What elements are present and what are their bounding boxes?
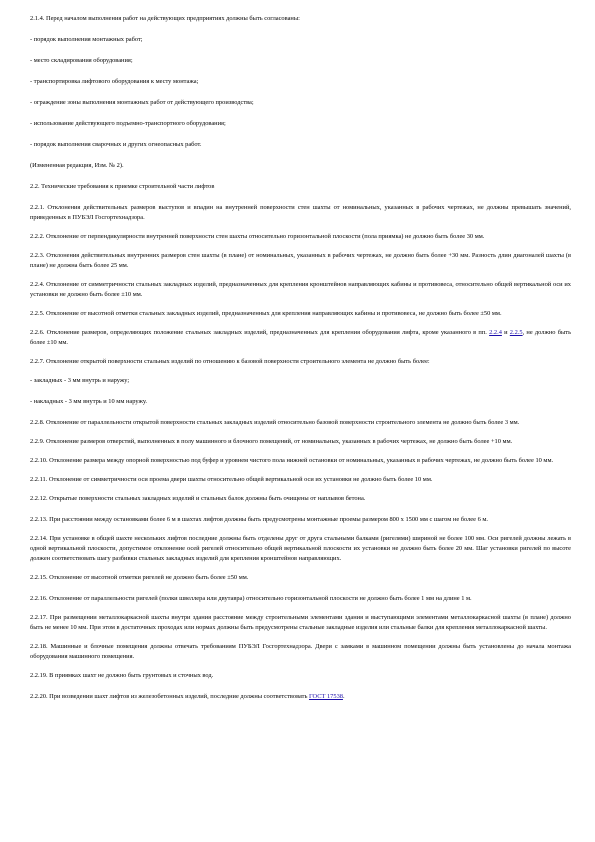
list-item: - ограждение зоны выполнения монтажных работ от действующего производства;: [30, 99, 254, 106]
clause-2-2-8: 2.2.8. Отклонение от параллельности открытой поверхности стальных закладных изделий относительно базовой поверхности строительного элемента не должно быть более 3 мм.: [30, 419, 520, 426]
clause-text: 2.2.20. При возведении шахт лифтов из железобетонных изделий, последние должны соответствовать: [30, 693, 309, 700]
clause-text: , не должно быть более ±10 мм.: [30, 329, 571, 346]
clause-2-2-6: [30, 328, 571, 348]
clause-2-2-9: 2.2.9. Отклонение размеров отверстий, выполненных в полу машинного и блочного помещений, от номинальных, указанных в рабочих чертежах, не должно быть более +10 мм.: [30, 438, 513, 445]
list-item: - использование действующего подъемно-транспортного оборудования;: [30, 120, 226, 127]
clause-2-2-1: 2.2.1. Отклонения действительных размеров выступов и впадин на внутренней поверхности стен шахты от номинальных, указанных в рабочих чертежах, не должны превышать значений, приведенных в ПУБЭЛ Госгортехнадзора.: [30, 204, 571, 221]
clause-2-2-18: 2.2.18. Машинные и блочные помещения должны отвечать требованиям ПУБЭЛ Госгортехнадзора. Двери с замками в машинном помещении должны быть установлены до начала монтажа оборудования машинного помещения.: [30, 643, 571, 660]
clause-2-2-19: 2.2.19. В приямках шахт не должно быть грунтовых и сточных вод.: [30, 672, 214, 679]
section-heading-2-2: 2.2. Технические требования к приемке строительной части лифтов: [30, 183, 215, 190]
clause-text: .: [342, 693, 345, 700]
list-item: - порядок выполнения монтажных работ;: [30, 36, 143, 43]
clause-2-2-16: 2.2.16. Отклонение от параллельности ригелей (полки швеллера или двутавра) относительно горизонтальной плоскости не должно быть более 1 мм на длине 1 м.: [30, 595, 472, 602]
clause-2-2-11: 2.2.11. Отклонение от симметричности оси проема двери шахты относительно общей вертикальной оси их установки не должно быть более 10 мм.: [30, 476, 433, 483]
clause-2-2-12: 2.2.12. Открытые поверхности стальных закладных изделий и стальных балок должны быть очищены от наплывов бетона.: [30, 495, 366, 502]
clause-2-2-3: 2.2.3. Отклонения действительных внутренних размеров стен шахты (в плане) от номинальных, указанных в рабочих чертежах, не должно быть более +30 мм. Разность длин диагоналей шахты (в плане) не должна быть более 25 мм.: [30, 252, 571, 269]
clause-text: 2.2.6. Отклонение размеров, определяющих положение стальных закладных изделий, предназначенных для крепления оборудования лифта, кроме указанного в пп.: [30, 329, 490, 336]
clause-2-2-4: 2.2.4. Отклонение от симметричности стальных закладных изделий, предназначенных для крепления кронштейнов направляющих кабины и противовеса, относительно общей вертикальной оси их установки не должно быть более ±10 мм.: [30, 281, 571, 298]
clause-2-2-14: 2.2.14. При установке в общей шахте нескольких лифтов последние должны быть отделены друг от друга стальными балками (ригелями) шириной не более 100 мм. Оси ригелей должны лежать в одной вертикальной плоскости, допустимое отклонение осей ригелей относительно общей вертикальной плоскости их установки не должно быть более 20 мм. Шаг установки ригелей по высоте должен соответствовать шагу разбивки стальных закладных изделий для крепления кронштейнов направляющих.: [30, 535, 571, 562]
gost-17538-link[interactable]: ГОСТ 17538: [308, 693, 343, 700]
clause-2-2-10: 2.2.10. Отклонение размера между опорной поверхностью под буфер и уровнем чистого пола нижней остановки от номинальных, указанных в рабочих чертежах, не должно быть более 10 мм.: [30, 457, 554, 464]
clause-2-2-17: 2.2.17. При размещении металлокаркасной шахты внутри здания расстояние между строительными элементами здания и выступающими элементами металлокаркасной шахты (в плане) должно быть не менее 10 мм. При этом в достаточных проходах или нормах должны быть предусмотрены стальные закладные изделия или стальные балки для крепления металлокаркасной шахты.: [30, 614, 571, 631]
list-item: - накладных - 3 мм внутрь и 10 мм наружу.: [30, 398, 148, 405]
clause-2-2-15: 2.2.15. Отклонение от высотной отметки ригелей не должно быть более ±50 мм.: [30, 574, 249, 581]
amendment-note: (Измененная редакция, Изм. № 2).: [30, 162, 124, 169]
list-item: - закладных - 3 мм внутрь и наружу;: [30, 377, 130, 384]
clause-text: и: [501, 329, 510, 336]
clause-2-2-7: 2.2.7. Отклонение открытой поверхности стальных изделий по отношению к базовой поверхности строительного элемента не должно быть более:: [30, 358, 430, 365]
list-item: - место складирования оборудования;: [30, 57, 133, 64]
clause-2-2-5: 2.2.5. Отклонение от высотной отметки стальных закладных изделий, предназначенных для крепления направляющих кабины и противовеса, не должно быть более ±50 мм.: [30, 310, 502, 317]
clause-2-2-13: 2.2.13. При расстоянии между остановками более 6 м в шахтах лифтов должны быть предусмотрены монтажные проемы размером 800 х 1500 мм с шагом не более 6 м.: [30, 516, 489, 523]
clause-link-2-2-5[interactable]: 2.2.5: [509, 329, 523, 336]
clause-2-2-20: [30, 692, 571, 702]
list-item: - транспортировка лифтового оборудования к месту монтажа;: [30, 78, 199, 85]
section-2-1-4-intro: 2.1.4. Перед началом выполнения работ на действующих предприятиях должны быть согласованы:: [30, 15, 300, 22]
clause-link-2-2-4[interactable]: 2.2.4: [489, 329, 502, 336]
clause-2-2-2: 2.2.2. Отклонение от перпендикулярности внутренней поверхности стен шахты относительно горизонтальной плоскости (пола приямка) не должно быть более 30 мм.: [30, 233, 485, 240]
list-item: - порядок выполнения сварочных и других огнеопасных работ.: [30, 141, 202, 148]
